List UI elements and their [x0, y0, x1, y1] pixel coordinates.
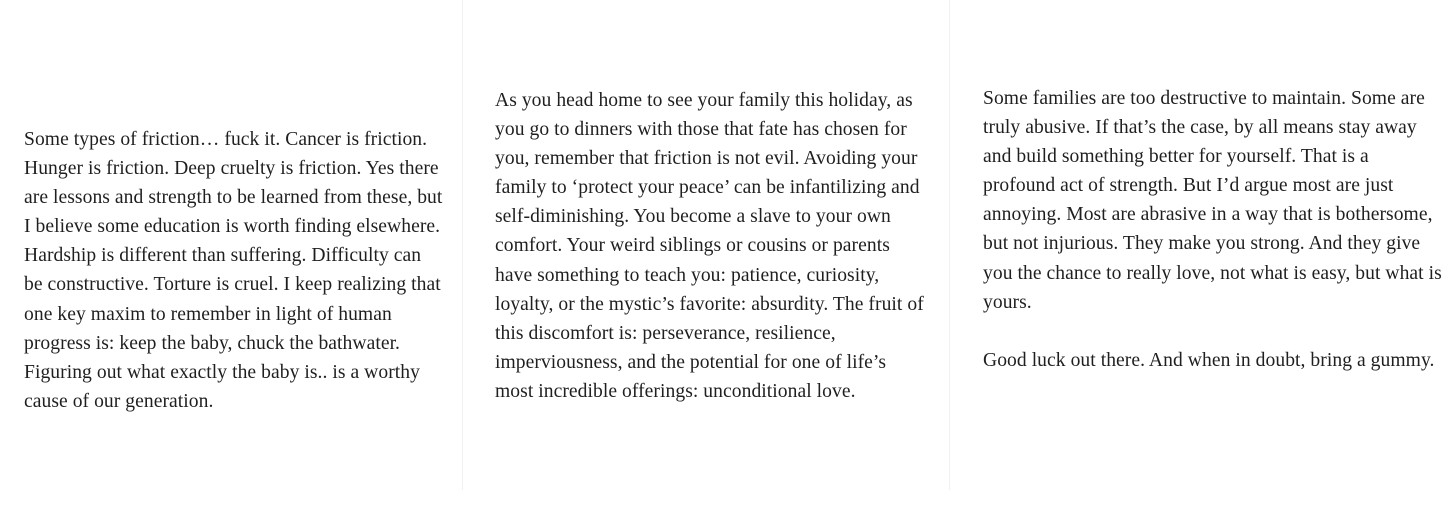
text-column-2: [495, 86, 927, 406]
paragraph: Some types of friction… fuck it. Cancer is friction. Hunger is friction. Deep cruelty is friction. Yes there are lessons and strength to be learned from these, but I believe some education is worth finding elsewhere. Hardship is different than suffering. Difficulty can be constructive. Torture is cruel. I keep realizing that one key maxim to remember in light of human progress is: keep the baby, chuck the bathwater. Figuring out what exactly the baby is.. is a worthy cause of our generation.: [24, 129, 443, 412]
paragraph: Some families are too destructive to maintain. Some are truly abusive. If that’s the case, by all means stay away and build something better for yourself. That is a profound act of strength. But I’d argue most are just annoying. Most are abrasive in a way that is bothersome, but not injurious. They make you strong. And they give you the chance to really love, not what is easy, but what is yours.: [983, 88, 1442, 313]
text-column-1: [24, 125, 444, 416]
closing-paragraph: Good luck out there. And when in doubt, bring a gummy.: [983, 349, 1435, 371]
page-panel-2: [463, 0, 949, 532]
paragraph: As you head home to see your family this holiday, as you go to dinners with those that fate has chosen for you, remember that friction is not evil. Avoiding your family to ‘protect your peace’ can be infantilizing and self-diminishing. You become a slave to your own comfort. Your weird siblings or cousins or parents have something to teach you: patience, curiosity, loyalty, or the mystic’s favorite: absurdity. The fruit of this discomfort is: perseverance, resilience, imperviousness, and the potential for one of life’s most incredible offerings: unconditional love.: [495, 90, 924, 402]
page-panel-3: [950, 0, 1456, 532]
page-panel-1: [0, 0, 462, 532]
text-column-3: [983, 84, 1445, 375]
